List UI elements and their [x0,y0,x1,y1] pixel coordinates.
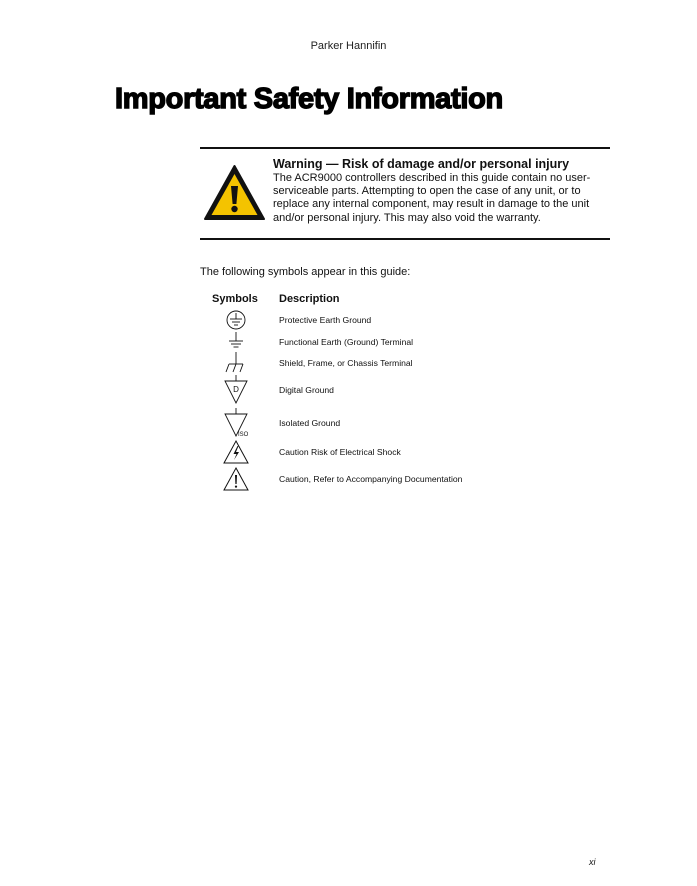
isolated-ground-label: ISO [238,432,249,438]
description-column-header: Description [279,293,340,305]
electrical-shock-caution-icon [221,439,253,465]
warning-text [273,157,609,225]
warning-box [200,147,610,240]
digital-ground-icon [221,375,253,405]
list-item-description: Isolated Ground [279,418,341,428]
list-item-description: Caution Risk of Electrical Shock [279,447,401,457]
chassis-terminal-icon [221,352,253,374]
page-title: Important Safety Information [115,83,503,115]
warning-heading: Warning — Risk of damage and/or personal injury [273,157,570,171]
warning-body: The ACR9000 controllers described in this guide contain no user-serviceable parts. Attempting to open the case of any unit, or to replace any internal component, may result in damage to the unit and/or personal injury. This may also void the warranty. [273,172,591,224]
list-item-description: Protective Earth Ground [279,315,372,325]
protective-earth-ground-icon [221,309,253,331]
symbols-column-header: Symbols [212,293,258,305]
functional-earth-terminal-icon [221,331,253,351]
list-item-description: Functional Earth (Ground) Terminal [279,337,414,347]
isolated-ground-icon [221,408,253,438]
page-number: xi [589,857,596,867]
page-header: Parker Hannifin [310,40,387,52]
list-item-description: Digital Ground [279,385,334,395]
list-item-description: Shield, Frame, or Chassis Terminal [279,358,413,368]
warning-triangle-icon [203,164,266,222]
list-item-description: Caution, Refer to Accompanying Documentation [279,474,463,484]
caution-documentation-icon [221,466,253,492]
digital-ground-label: D [233,385,239,394]
symbols-intro: The following symbols appear in this guide: [200,266,411,278]
